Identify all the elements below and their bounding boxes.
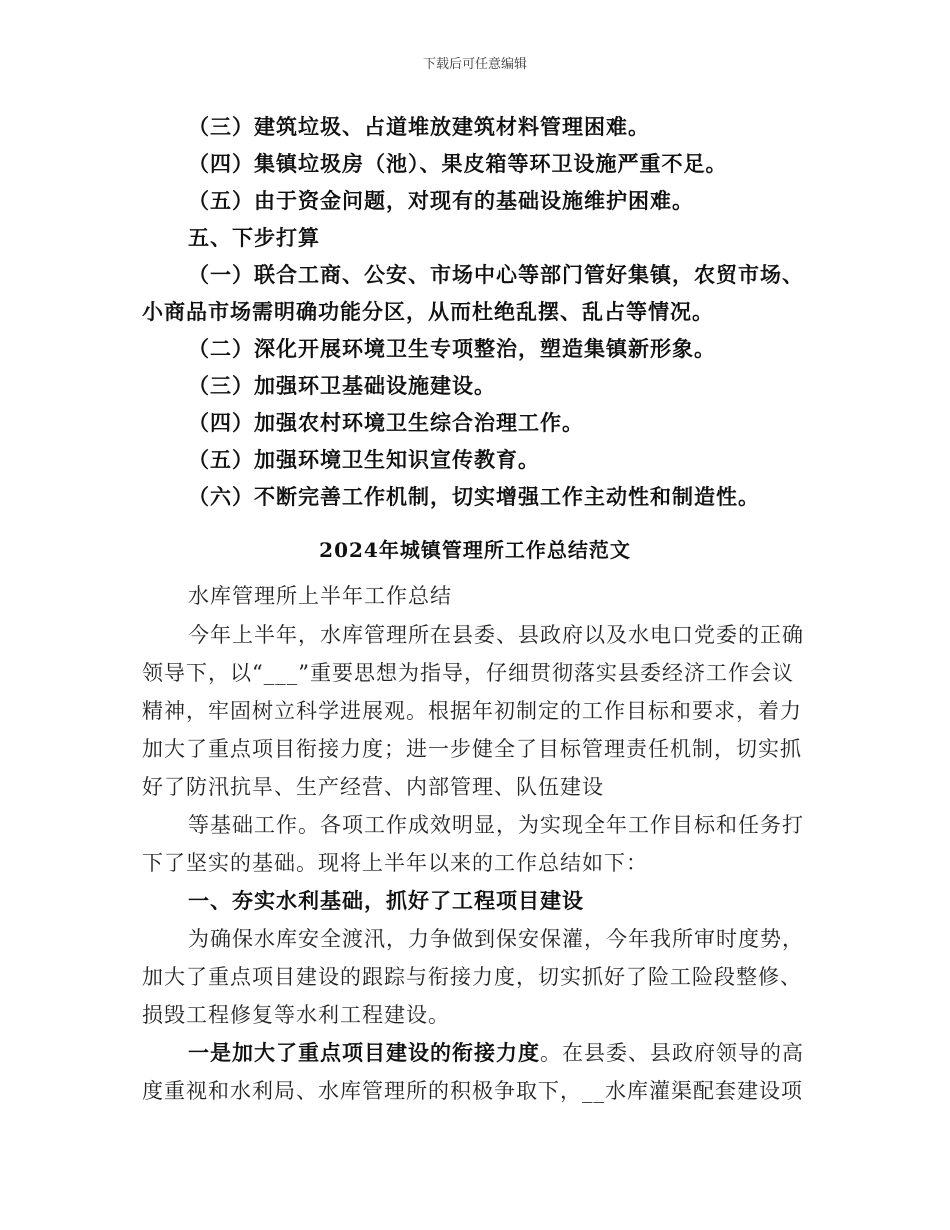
article-title: 2024年城镇管理所工作总结范文 — [319, 538, 631, 562]
section1-heading: 一、夯实水利基础，抓好了工程项目建设 — [188, 888, 584, 913]
para1-line1: 今年上半年，水库管理所在县委、县政府以及水电口党委的正确 — [188, 623, 804, 647]
issue-item-5: （五）由于资金问题，对现有的基础设施维护困难。 — [188, 188, 694, 213]
plan-item-1-cont: 小商品市场需明确功能分区，从而杜绝乱摆、乱占等情况。 — [142, 299, 714, 324]
para4-bold-lead: 一是加大了重点项目建设的衔接力度 — [188, 1040, 540, 1065]
plan-item-3: （三）加强环卫基础设施建设。 — [188, 373, 496, 398]
para1-line5: 好了防汛抗旱、生产经营、内部管理、队伍建设 — [142, 775, 604, 799]
page-header-note: 下载后可任意编辑 — [422, 57, 527, 72]
plan-item-5: （五）加强环境卫生知识宣传教育。 — [188, 447, 540, 472]
para4-rest: 。在县委、县政府领导的高 — [540, 1041, 804, 1065]
para3-line2: 加大了重点项目建设的跟踪与衔接力度，切实抓好了险工险段整修、 — [142, 965, 802, 989]
para4-line2: 度重视和水利局、水库管理所的积极争取下，__水库灌渠配套建设项 — [142, 1079, 803, 1103]
plan-item-2: （二）深化开展环境卫生专项整治，塑造集镇新形象。 — [188, 336, 716, 361]
para1-line3: 精神，牢固树立科学进展观。根据年初制定的工作目标和要求，着力 — [142, 699, 802, 723]
para3-line3: 损毁工程修复等水利工程建设。 — [142, 1003, 450, 1027]
plan-item-4: （四）加强农村环境卫生综合治理工作。 — [188, 410, 584, 435]
para4-line1 — [188, 1039, 814, 1067]
para1-line4: 加大了重点项目衔接力度；进一步健全了目标管理责任机制，切实抓 — [142, 737, 802, 761]
para1-line2: 领导下，以“___”重要思想为指导，仔细贯彻落实县委经济工作会议 — [142, 661, 794, 685]
para3-line1: 为确保水库安全渡汛，力争做到保安保灌，今年我所审时度势， — [188, 927, 804, 951]
issue-item-4: （四）集镇垃圾房（池）、果皮箱等环卫设施严重不足。 — [188, 151, 728, 176]
issue-item-3: （三）建筑垃圾、占道堆放建筑材料管理困难。 — [188, 114, 650, 139]
para2-line2: 下了坚实的基础。现将上半年以来的工作总结如下： — [142, 851, 648, 875]
plan-item-1: （一）联合工商、公安、市场中心等部门管好集镇，农贸市场、 — [188, 262, 804, 287]
plan-item-6: （六）不断完善工作机制，切实增强工作主动性和制造性。 — [188, 484, 760, 509]
section-heading-next-steps: 五、下步打算 — [188, 225, 320, 250]
para2-line1: 等基础工作。各项工作成效明显，为实现全年工作目标和任务打 — [188, 813, 804, 837]
article-subtitle: 水库管理所上半年工作总结 — [188, 584, 452, 608]
